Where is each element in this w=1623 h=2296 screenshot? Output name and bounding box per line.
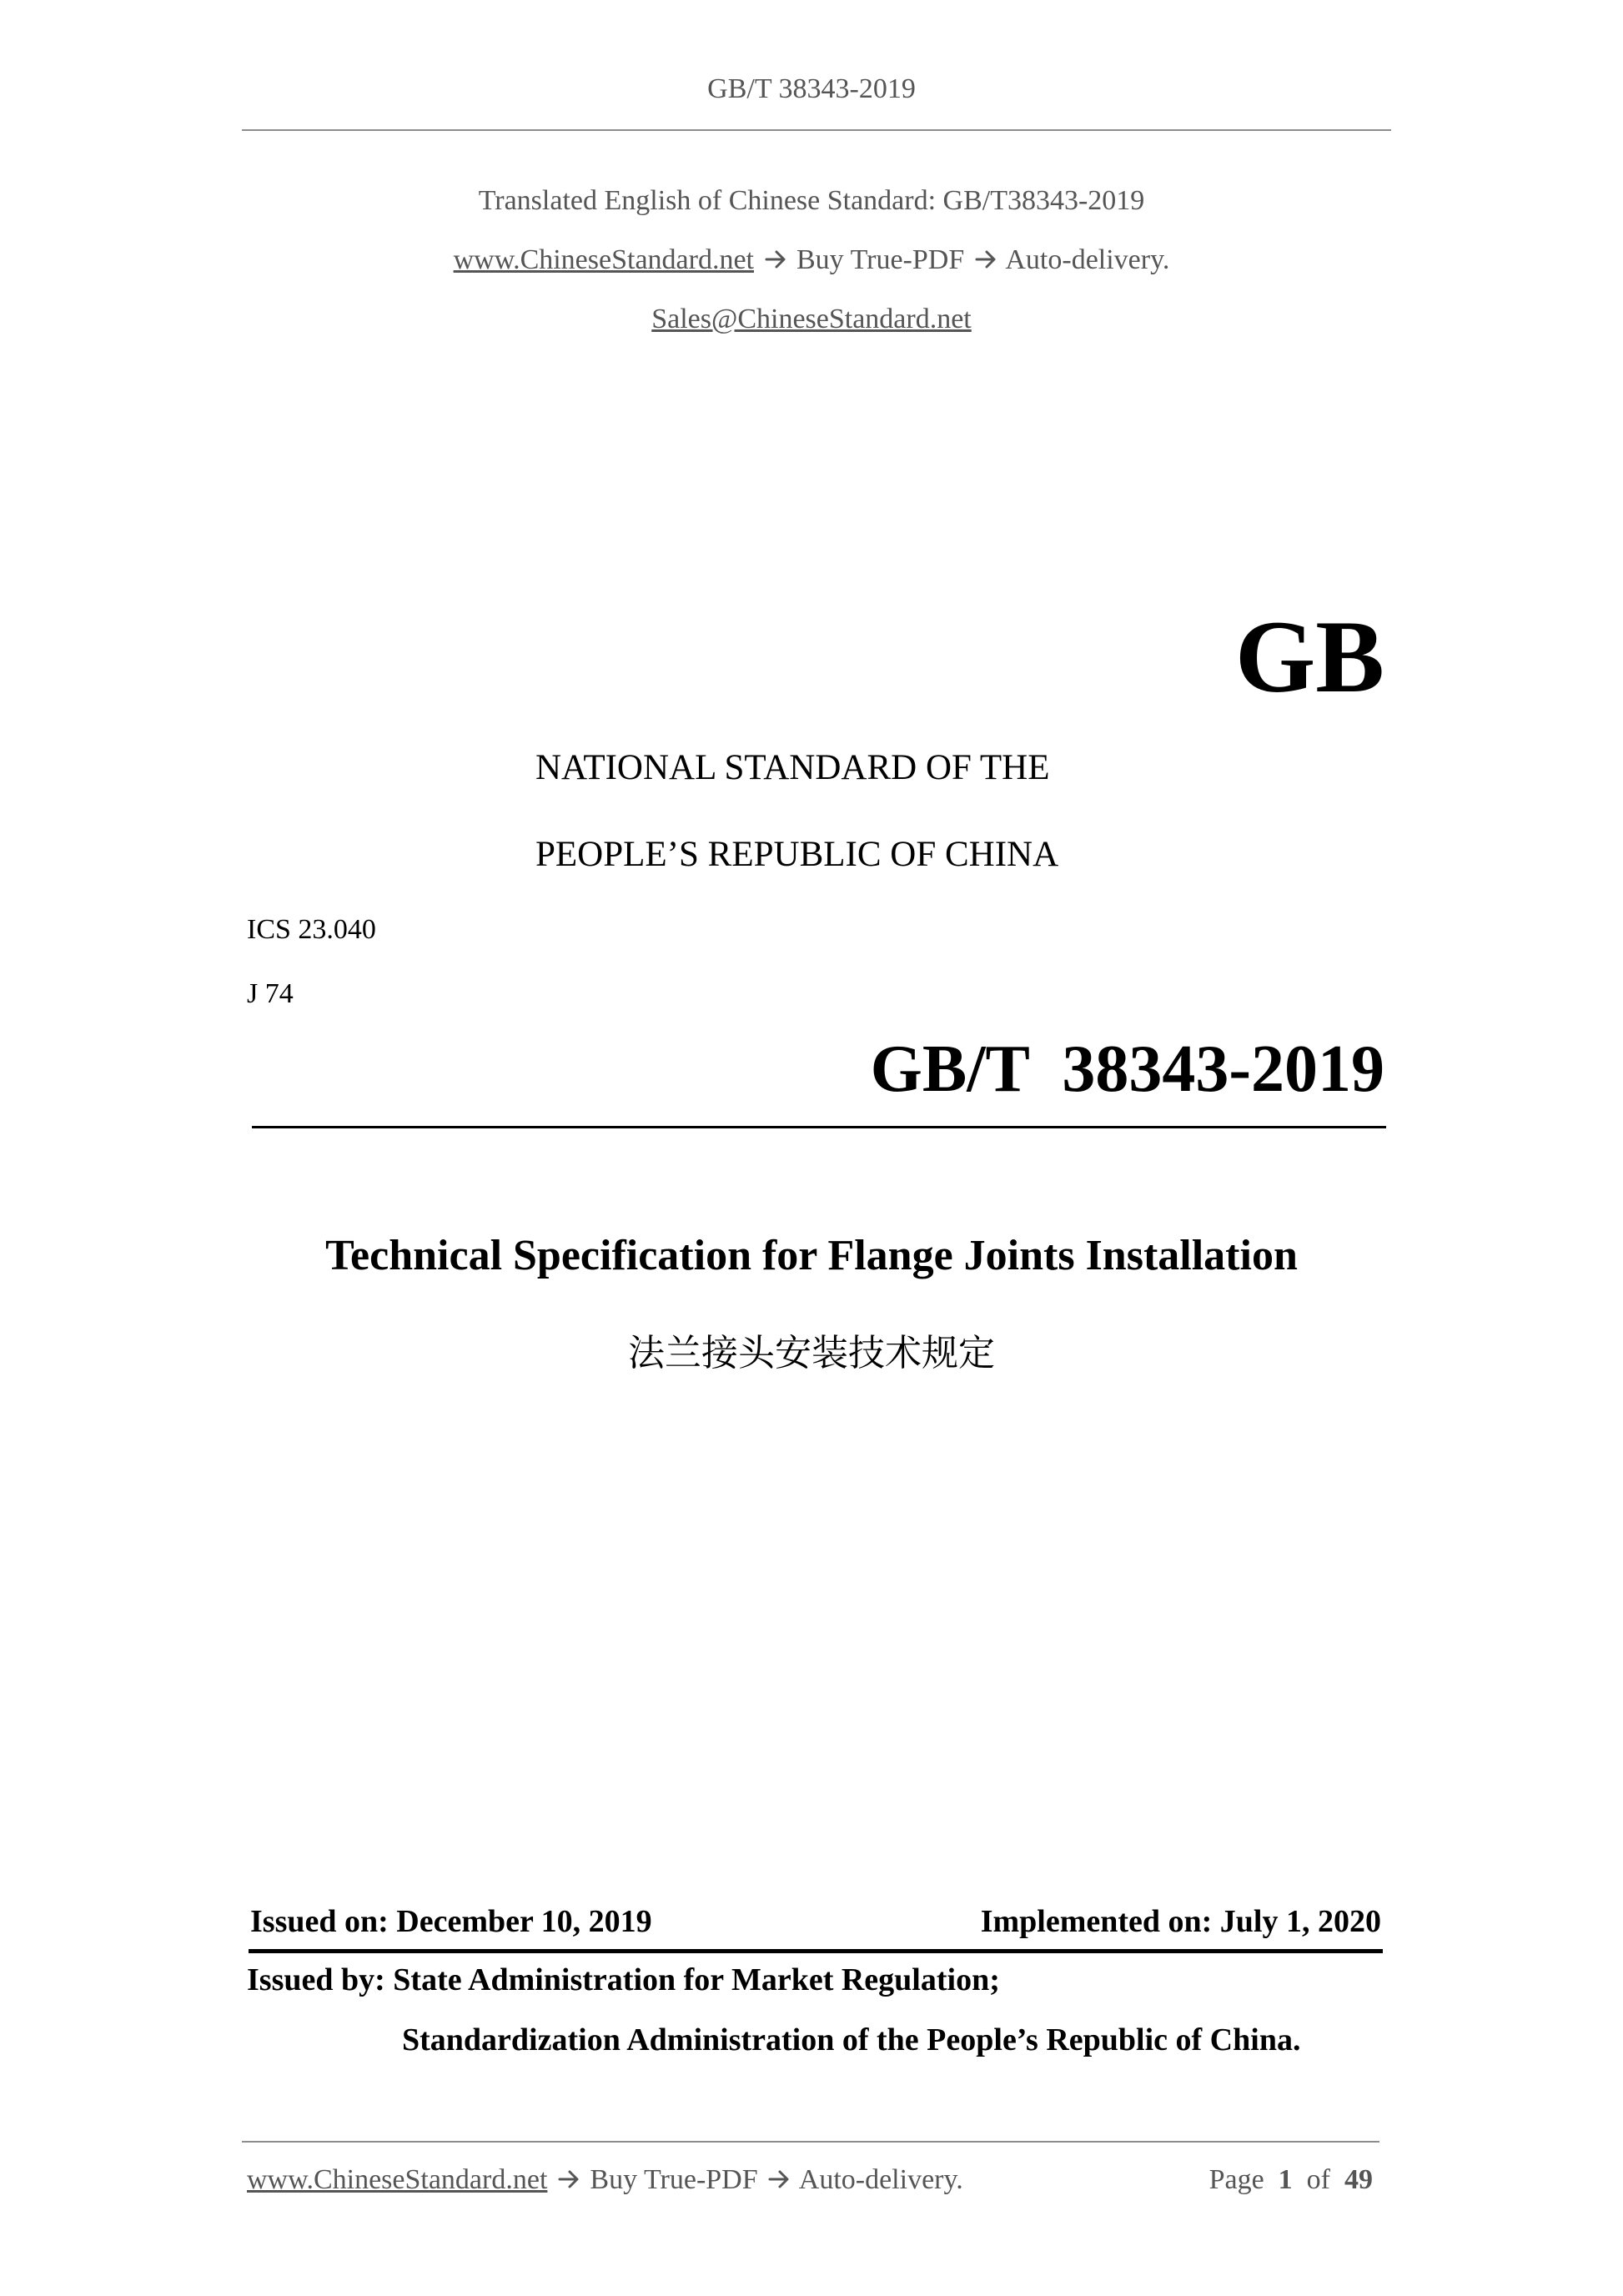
site-link[interactable]: www.ChineseStandard.net: [453, 244, 754, 275]
header-rule: [242, 129, 1391, 131]
purchase-line: [0, 244, 1623, 276]
standard-number: GB/T 38343-2019: [870, 1032, 1384, 1106]
arrow-right-icon: [766, 2167, 791, 2192]
page-indicator: [1209, 2164, 1373, 2196]
gb-mark: GB: [1234, 600, 1384, 714]
footer-rule: [242, 2141, 1379, 2143]
national-standard-line2: PEOPLE’S REPUBLIC OF CHINA: [535, 835, 1059, 874]
footer-delivery-text: Auto-delivery.: [798, 2164, 963, 2195]
page-label: Page: [1208, 2164, 1264, 2195]
national-standard-line1: NATIONAL STANDARD OF THE: [535, 748, 1050, 787]
arrow-right-icon: [763, 247, 788, 272]
footer-buy-text: Buy True-PDF: [590, 2164, 758, 2195]
running-header: GB/T 38343-2019: [707, 73, 916, 104]
of-label: of: [1306, 2164, 1330, 2195]
footer-site-link[interactable]: www.ChineseStandard.net: [247, 2164, 548, 2195]
standard-number-rule: [252, 1126, 1386, 1128]
arrow-right-icon: [973, 247, 998, 272]
delivery-text: Auto-delivery.: [1005, 244, 1170, 275]
issued-on-date: Issued on: December 10, 2019: [250, 1904, 652, 1939]
title-chinese: 法兰接头安装技术规定: [628, 1332, 995, 1374]
buy-text: Buy True-PDF: [796, 244, 965, 275]
title-english: Technical Specification for Flange Joints Installation: [325, 1232, 1298, 1279]
implemented-on-date: Implemented on: July 1, 2020: [980, 1904, 1381, 1939]
ccs-code: J 74: [247, 978, 294, 1009]
issuer-line2: Standardization Administration of the People’s Republic of China.: [402, 2022, 1301, 2057]
sales-email-link[interactable]: Sales@ChineseStandard.net: [651, 304, 972, 334]
issuer-line1: Issued by: State Administration for Market Regulation;: [247, 1962, 1000, 1997]
dates-rule: [249, 1949, 1383, 1953]
footer-purchase-line: [247, 2164, 963, 2196]
translation-notice: Translated English of Chinese Standard: GB/T38343-2019: [478, 185, 1145, 216]
page-number: 1: [1278, 2164, 1293, 2195]
arrow-right-icon: [556, 2167, 581, 2192]
ics-code: ICS 23.040: [247, 914, 376, 945]
page-total: 49: [1344, 2164, 1373, 2195]
